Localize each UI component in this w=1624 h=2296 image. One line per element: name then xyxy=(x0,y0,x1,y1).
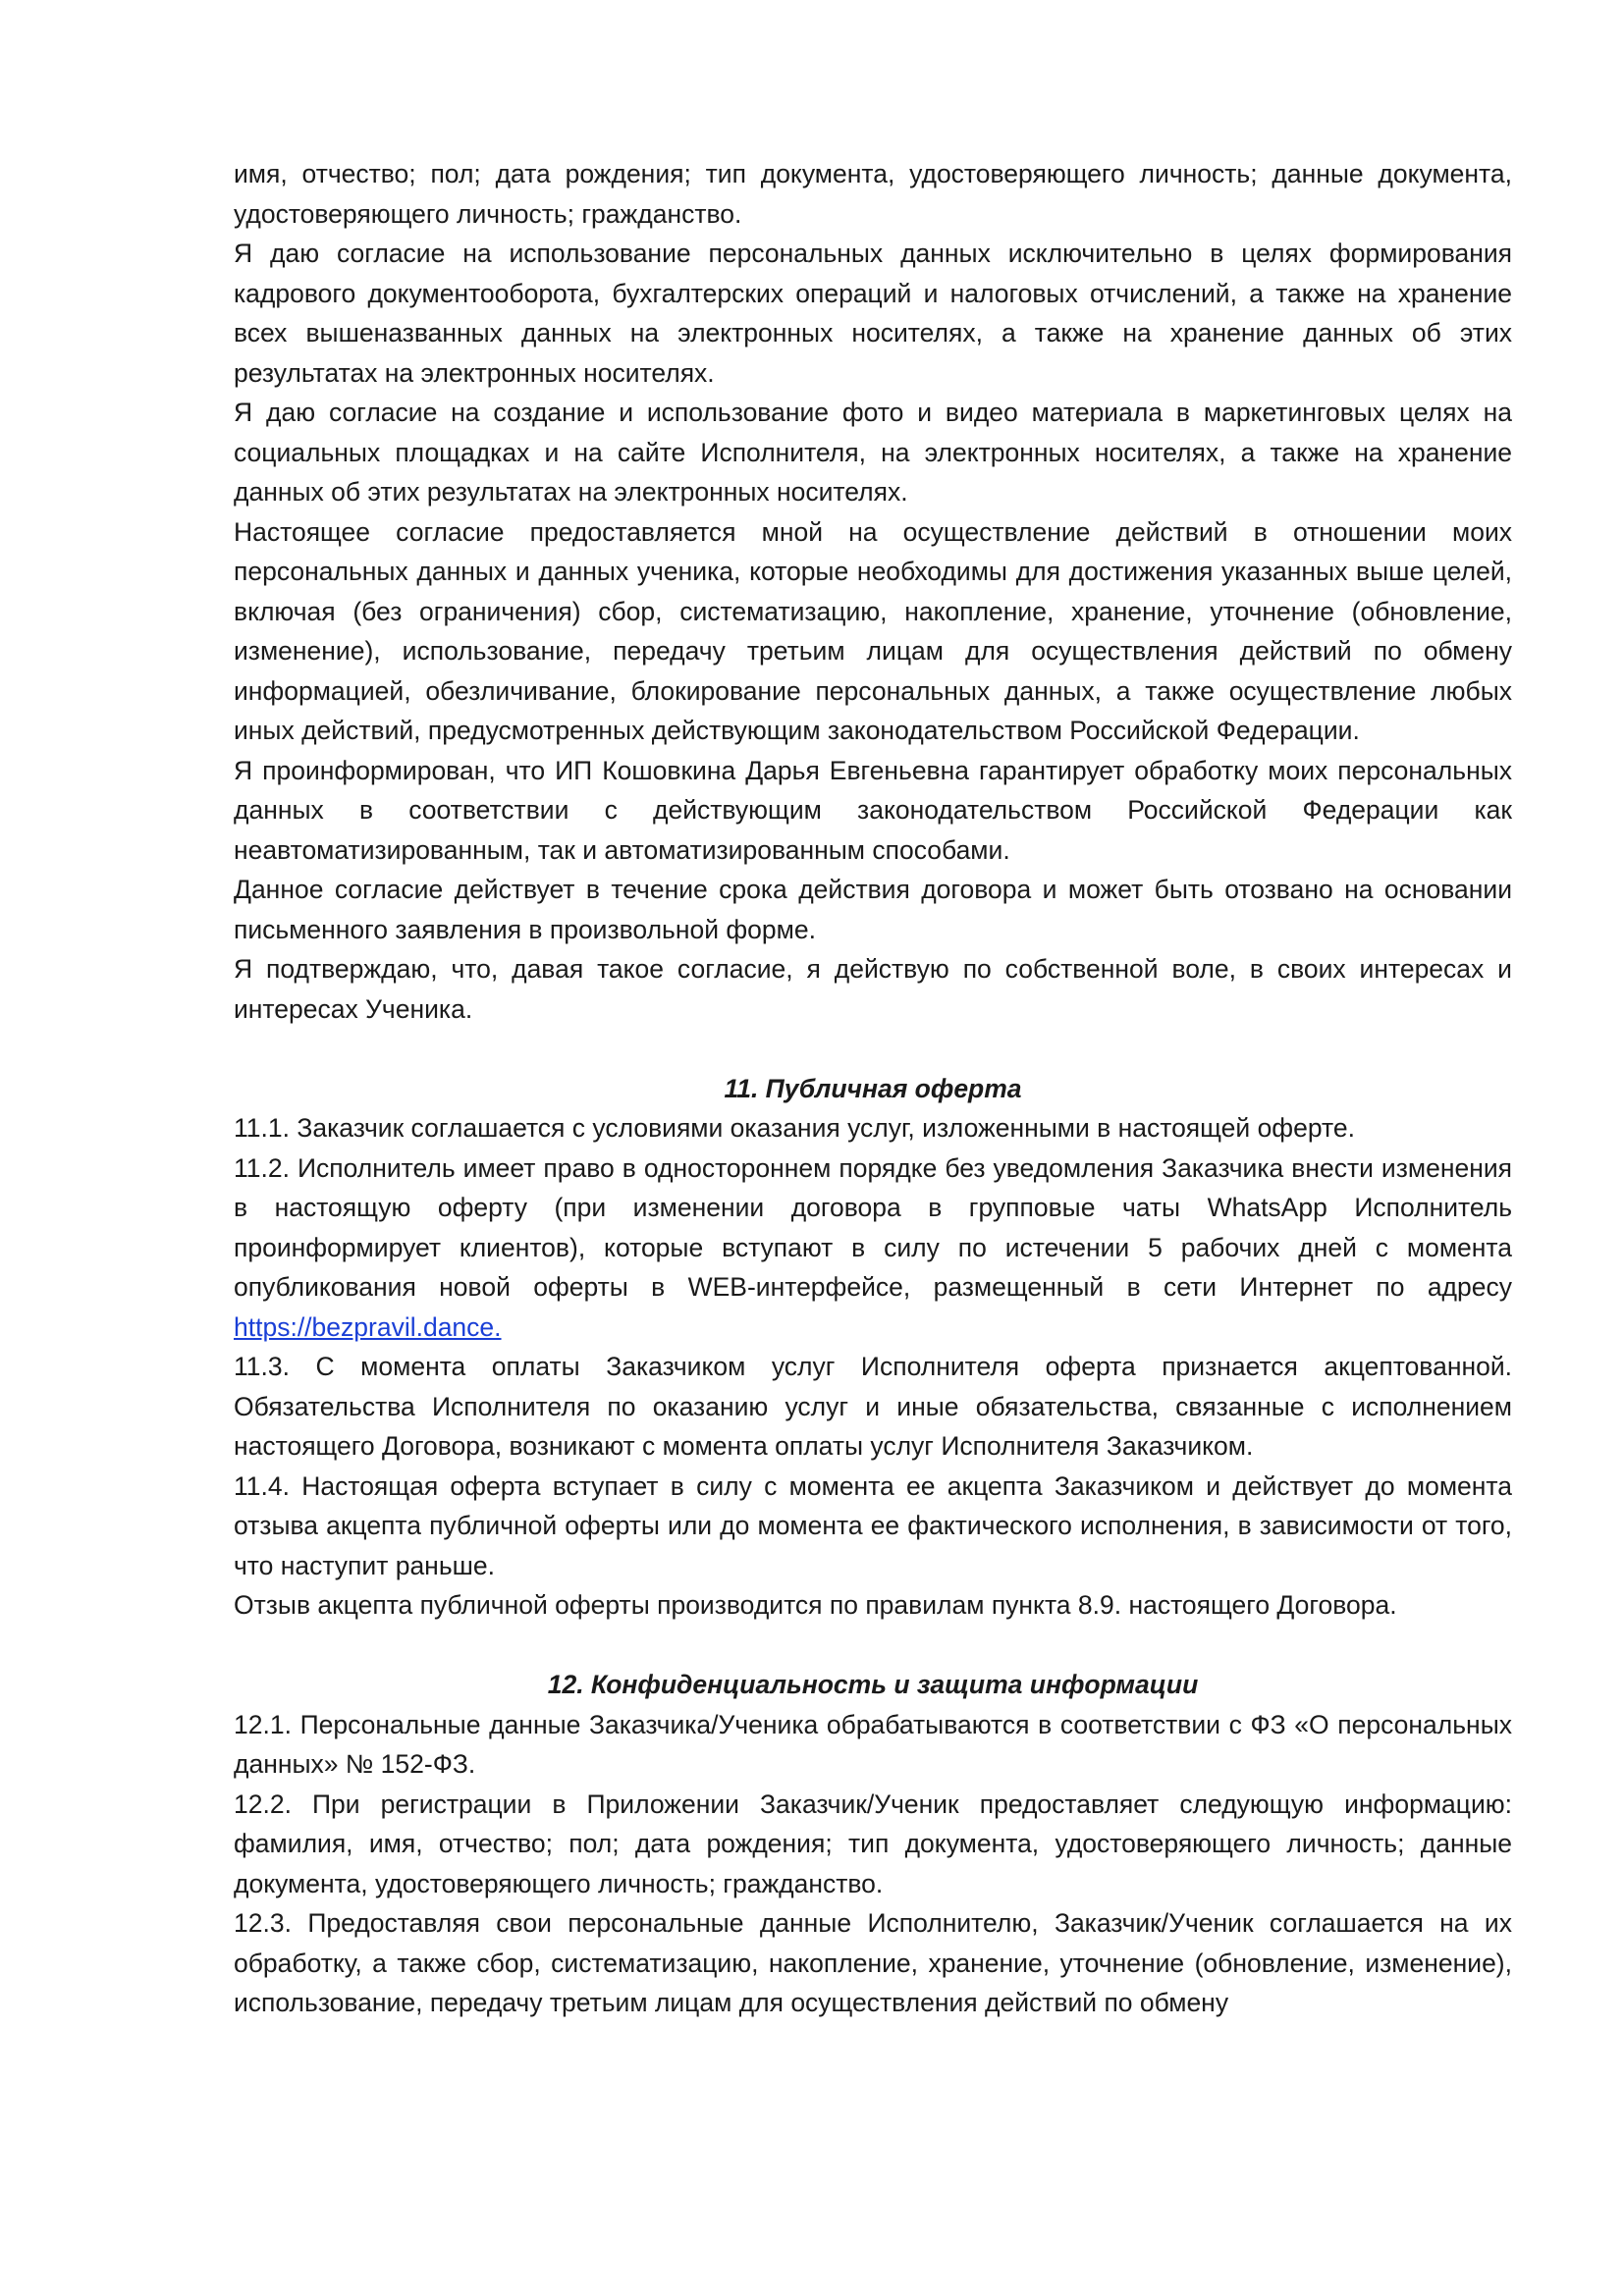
section-12-title: 12. Конфиденциальность и защита информации xyxy=(547,1670,1199,1699)
spacer xyxy=(234,1626,1512,1666)
paragraph: 12.2. При регистрации в Приложении Заказчик/Ученик предоставляет следующую информацию: фамилия, имя, отчество; пол; дата рождения; тип документа, удостоверяющего личность; данные документа, удостоверяющего личность; гражданство. xyxy=(234,1789,1512,1898)
section-11-title: 11. Публичная оферта xyxy=(724,1073,1022,1103)
paragraph: 12.1. Персональные данные Заказчика/Ученика обрабатываются в соответствии с ФЗ «О персональных данных» № 152-ФЗ. xyxy=(234,1709,1512,1779)
paragraph: 11.4. Настоящая оферта вступает в силу с момента ее акцепта Заказчиком и действует до момента отзыва акцепта публичной оферты или до момента ее фактического исполнения, в зависимости от того, что наступит раньше. xyxy=(234,1470,1512,1580)
paragraph: Я даю согласие на использование персональных данных исключительно в целях формирования кадрового документооборота, бухгалтерских операций и налоговых отчислений, а также на хранение всех вышеназванных данных на электронных носителях, а также на хранение данных об этих результатах на электронных носителях. xyxy=(234,239,1512,388)
spacer xyxy=(234,1029,1512,1069)
paragraph: имя, отчество; пол; дата рождения; тип документа, удостоверяющего личность; данные документа, удостоверяющего личность; гражданство. xyxy=(234,159,1512,229)
paragraph: Я подтверждаю, что, давая такое согласие, я действую по собственной воле, в своих интересах и интересах Ученика. xyxy=(234,954,1512,1024)
paragraph xyxy=(234,1148,1512,1348)
paragraph: 12.3. Предоставляя свои персональные данные Исполнителю, Заказчик/Ученик соглашается на их обработку, а также сбор, систематизацию, накопление, хранение, уточнение (обновление, изменение), использование, передачу третьим лицам для осуществления действий по обмену xyxy=(234,1908,1512,2017)
paragraph: 11.3. С момента оплаты Заказчиком услуг Исполнителя оферта признается акцептованной. Обязательства Исполнителя по оказанию услуг и иные обязательства, связанные с исполнением настоящего Договора, возникают с момента оплаты услуг Исполнителя Заказчиком. xyxy=(234,1352,1512,1461)
website-link[interactable]: https://bezpravil.dance. xyxy=(234,1311,502,1342)
paragraph: Настоящее согласие предоставляется мной на осуществление действий в отношении моих персональных данных и данных ученика, которые необходимы для достижения указанных выше целей, включая (без ограничения) сбор, систематизацию, накопление, хранение, уточнение (обновление, изменение), использование, передачу третьим лицам для осуществления действий по обмену информацией, обезличивание, блокирование персональных данных, а также осуществление любых иных действий, предусмотренных действующим законодательством Российской Федерации. xyxy=(234,516,1512,745)
paragraph: Данное согласие действует в течение срока действия договора и может быть отозвано на основании письменного заявления в произвольной форме. xyxy=(234,875,1512,944)
paragraph: Я даю согласие на создание и использование фото и видео материала в маркетинговых целях на социальных площадках и на сайте Исполнителя, на электронных носителях, а также на хранение данных об этих результатах на электронных носителях. xyxy=(234,398,1512,507)
paragraph: 11.1. Заказчик соглашается с условиями оказания услуг, изложенными в настоящей оферте. xyxy=(234,1113,1355,1143)
document-page xyxy=(234,154,1512,2023)
paragraph-text: 11.2. Исполнитель имеет право в одностороннем порядке без уведомления Заказчика внести изменения в настоящую оферту (при изменении договора в групповые чаты WhatsApp Исполнитель проинформирует клиентов), которые вступают в силу по истечении 5 рабочих дней с момента опубликования новой оферты в WEB-интерфейсе, размещенный в сети Интернет по адресу xyxy=(234,1152,1512,1302)
paragraph: Отзыв акцепта публичной оферты производится по правилам пункта 8.9. настоящего Договора. xyxy=(234,1590,1397,1620)
paragraph: Я проинформирован, что ИП Кошовкина Дарья Евгеньевна гарантирует обработку моих персональных данных в соответствии с действующим законодательством Российской Федерации как неавтоматизированным, так и автоматизированным способами. xyxy=(234,755,1512,865)
